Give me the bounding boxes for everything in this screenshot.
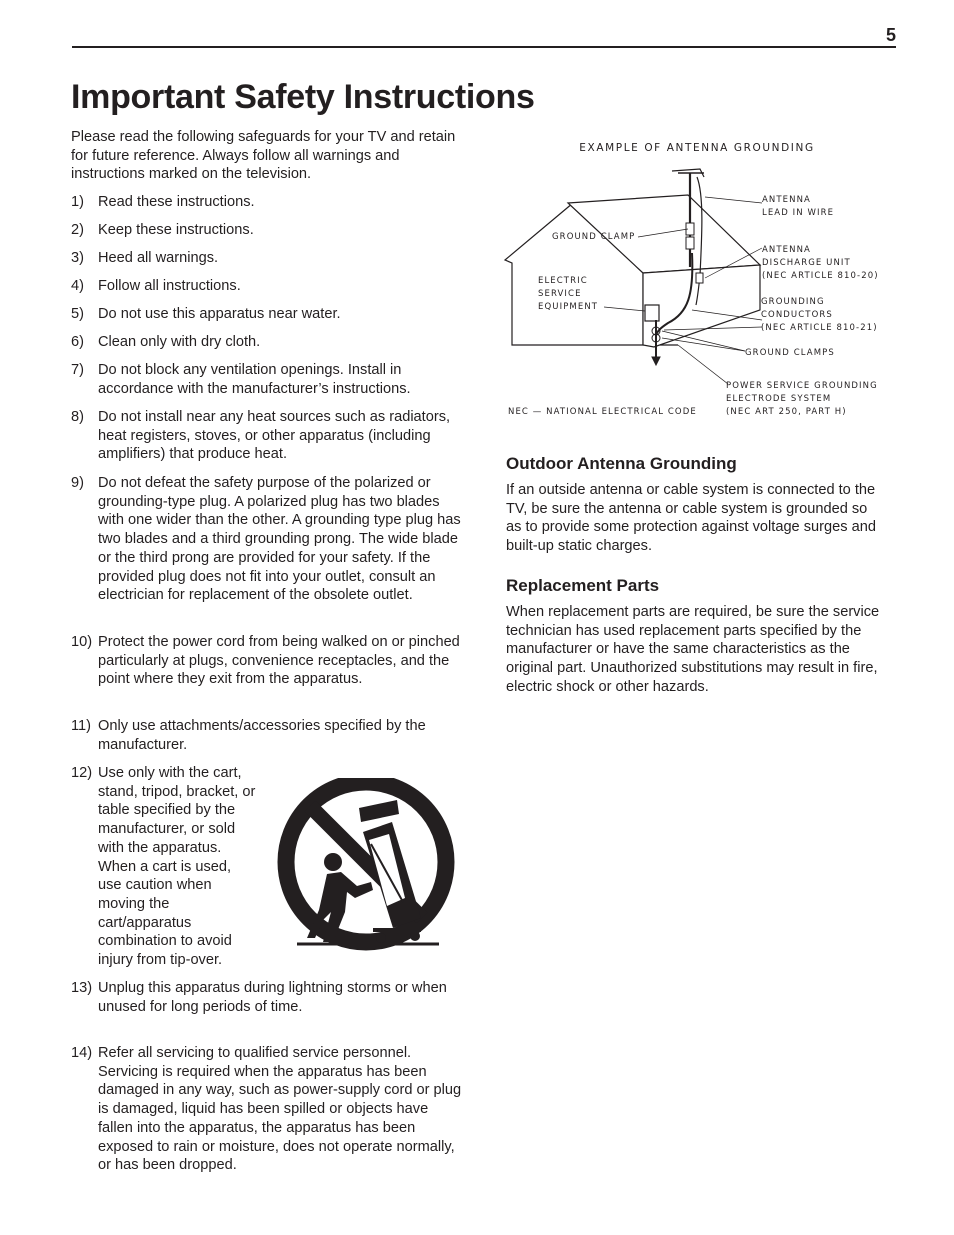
instruction-text: Do not install near any heat sources such as radiators, heat registers, stoves, or other apparatus (including amplifiers) that produce heat. xyxy=(98,409,451,463)
instruction-number: 11) xyxy=(71,718,92,734)
label-discharge-1: ANTENNA xyxy=(762,245,811,255)
instruction-5 xyxy=(71,305,463,324)
page-title: Important Safety Instructions xyxy=(71,78,535,116)
instruction-number: 1) xyxy=(71,194,84,210)
instruction-number: 3) xyxy=(71,250,84,266)
label-antenna-lead: ANTENNA xyxy=(762,195,811,205)
label-electric-1: ELECTRIC xyxy=(538,276,588,286)
instruction-number: 2) xyxy=(71,222,84,238)
label-discharge-2: DISCHARGE UNIT xyxy=(762,258,851,268)
instruction-2 xyxy=(71,221,463,240)
instruction-text: Refer all servicing to qualified service personnel. Servicing is required when the apparatus has been damaged in any way, such as power-supply cord or plug is damaged, liquid has been spilled or objects have fallen into the apparatus, the apparatus has been exposed to rain or moisture, does not operate normally, or has been dropped. xyxy=(98,1045,462,1174)
instruction-14 xyxy=(71,1044,463,1175)
outdoor-heading: Outdoor Antenna Grounding xyxy=(506,454,737,473)
diagram-title: EXAMPLE OF ANTENNA GROUNDING xyxy=(579,142,815,154)
instruction-number: 9) xyxy=(71,475,84,491)
label-power-3: (NEC ART 250, PART H) xyxy=(726,407,847,417)
instruction-4 xyxy=(71,277,463,296)
instruction-number: 8) xyxy=(71,409,84,425)
label-ground-clamps: GROUND CLAMPS xyxy=(745,348,835,358)
instruction-10 xyxy=(71,633,463,689)
instruction-text: Use only with the cart, stand, tripod, bracket, or table specified by the manufacturer, or sold with the apparatus. When a cart is used, use caution when moving the cart/apparatus combination to avoid injury from tip-over. xyxy=(98,765,256,969)
instruction-11 xyxy=(71,717,463,754)
instruction-text: Heed all warnings. xyxy=(98,250,219,266)
instruction-7 xyxy=(71,361,463,398)
instruction-number: 10) xyxy=(71,634,93,650)
instruction-text: Do not block any ventilation openings. Install in accordance with the manufacturer’s instructions. xyxy=(98,362,411,397)
label-power-1: POWER SERVICE GROUNDING xyxy=(726,381,878,391)
instruction-6 xyxy=(71,333,463,352)
instruction-text: Clean only with dry cloth. xyxy=(98,334,261,350)
instruction-text: Read these instructions. xyxy=(98,194,255,210)
instruction-number: 12) xyxy=(71,765,93,781)
page-number: 5 xyxy=(885,25,896,45)
instruction-text: Do not use this apparatus near water. xyxy=(98,306,341,322)
instruction-number: 6) xyxy=(71,334,84,350)
instruction-text: Keep these instructions. xyxy=(98,222,254,238)
label-nec: NEC — NATIONAL ELECTRICAL CODE xyxy=(508,407,697,417)
replacement-body: When replacement parts are required, be sure the service technician has used replacement parts specified by the manufacturer or have the same characteristics as the original part. Unauthorized substitutions may result in fire, electric shock or other hazards. xyxy=(506,604,880,695)
instruction-1 xyxy=(71,193,463,212)
instruction-8 xyxy=(71,408,463,464)
label-ground-clamp: GROUND CLAMP xyxy=(552,232,636,242)
intro-paragraph: Please read the following safeguards for your TV and retain for future reference. Always follow all warnings and instructions marked on the television. xyxy=(71,129,456,183)
outdoor-body: If an outside antenna or cable system is connected to the TV, be sure the antenna or cable system is grounded so as to provide some protection against voltage surges and built-up static charges. xyxy=(506,482,876,555)
label-conductors-2: CONDUCTORS xyxy=(761,310,833,320)
label-electric-2: SERVICE xyxy=(538,289,582,299)
instruction-number: 5) xyxy=(71,306,84,322)
label-discharge-3: (NEC ARTICLE 810-20) xyxy=(762,271,879,281)
replacement-heading: Replacement Parts xyxy=(506,576,660,595)
instruction-text: Protect the power cord from being walked on or pinched particularly at plugs, convenience receptacles, and the point where they exit from the apparatus. xyxy=(98,634,460,688)
antenna-grounding-diagram xyxy=(500,135,900,425)
instruction-text: Do not defeat the safety purpose of the polarized or grounding-type plug. A polarized plug has two blades with one wider than the other. A grounding type plug has two blades and a third grounding prong. The wide blade or the third prong are provided for your safety. If the provided plug does not fit into your outlet, consult an electrician for replacement of the obsolete outlet. xyxy=(98,475,461,604)
instruction-number: 4) xyxy=(71,278,84,294)
label-conductors-1: GROUNDING xyxy=(761,297,825,307)
label-antenna-lead-2: LEAD IN WIRE xyxy=(762,208,835,218)
instruction-number: 13) xyxy=(71,980,93,996)
instruction-12 xyxy=(71,764,258,970)
instruction-number: 14) xyxy=(71,1045,93,1061)
instruction-3 xyxy=(71,249,463,268)
instruction-number: 7) xyxy=(71,362,84,378)
instruction-13 xyxy=(71,979,463,1016)
instruction-text: Only use attachments/accessories specified by the manufacturer. xyxy=(98,718,426,753)
instruction-text: Unplug this apparatus during lightning storms or when unused for long periods of time. xyxy=(98,980,447,1015)
label-electric-3: EQUIPMENT xyxy=(538,302,599,312)
label-conductors-3: (NEC ARTICLE 810-21) xyxy=(761,323,878,333)
instruction-9 xyxy=(71,474,463,605)
top-rule xyxy=(72,46,896,48)
label-power-2: ELECTRODE SYSTEM xyxy=(726,394,832,404)
instruction-text: Follow all instructions. xyxy=(98,278,241,294)
cart-tipover-warning-icon xyxy=(275,778,457,956)
